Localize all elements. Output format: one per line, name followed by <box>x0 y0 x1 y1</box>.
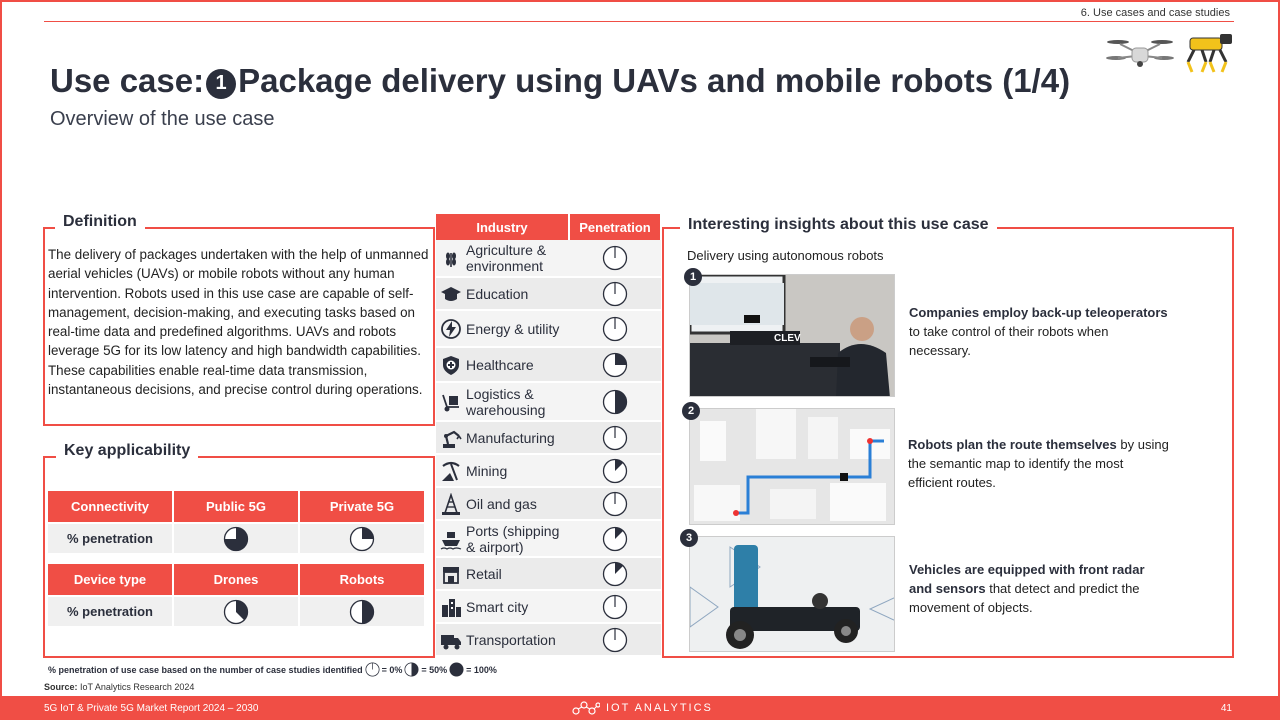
insight-rest: to take control of their robots when necessary. <box>909 324 1109 358</box>
use-case-number-badge: 1 <box>206 69 236 99</box>
industry-penetration <box>569 520 661 557</box>
source-note <box>44 682 194 692</box>
industry-row <box>436 557 661 590</box>
industry-name: Education <box>466 285 529 302</box>
industry-penetration <box>569 347 661 382</box>
insight-bold: Vehicles are equipped with front radar and sensors <box>909 562 1145 596</box>
screen-text: CLEV <box>774 333 801 344</box>
industry-cell <box>436 520 569 557</box>
legend-full: = 100% <box>466 664 497 675</box>
private-5g-penetration <box>300 522 426 553</box>
robots-header: Robots <box>300 564 426 595</box>
industry-cell <box>436 382 569 421</box>
industry-penetration-table <box>436 214 662 657</box>
device-type-header: Device type <box>48 564 174 595</box>
industry-header: Industry <box>436 214 569 240</box>
harvey-ball <box>602 389 628 415</box>
harvey-ball <box>602 352 628 378</box>
report-name: 5G IoT & Private 5G Market Report 2024 – 2030 <box>44 703 259 714</box>
industry-penetration <box>569 590 661 623</box>
industry-row <box>436 590 661 623</box>
industry-name: Transportation <box>466 631 556 648</box>
industry-name: Smart city <box>466 598 529 615</box>
industry-penetration <box>569 240 661 277</box>
drones-header: Drones <box>174 564 300 595</box>
device-type-table <box>48 564 426 626</box>
insight-number-badge: 1 <box>684 268 702 286</box>
insight-text <box>908 435 1170 492</box>
insight-number-badge: 3 <box>680 529 698 547</box>
definition-text: The delivery of packages undertaken with the help of unmanned aerial vehicles (UAVs) or mobile robots without any human intervention. Robots used in this use case are capable of self-management, decision-making, and executing tasks based on real-time data and predefined algorithms. UAVs and robots leverage 5G for its low latency and high bandwidth capabilities. These capabilities enable real-time data transmission, instantaneous decisions, and precise control during operations. <box>48 247 429 398</box>
harvey-ball <box>602 526 628 552</box>
harvey-ball <box>349 526 375 552</box>
harvey-ball <box>223 599 249 625</box>
brand-name: IOT ANALYTICS <box>606 702 713 714</box>
industry-penetration <box>569 277 661 310</box>
insight-bold: Companies employ back-up teleoperators <box>909 305 1168 320</box>
industry-penetration <box>569 623 661 656</box>
industry-row <box>436 520 661 557</box>
industry-cell <box>436 421 569 454</box>
semantic-map-illustration <box>690 409 895 525</box>
drone-icon <box>1106 34 1174 74</box>
connectivity-table <box>48 491 426 553</box>
industry-penetration <box>569 421 661 454</box>
teleoperator-photo <box>689 274 895 397</box>
industry-row <box>436 277 661 310</box>
public-5g-header: Public 5G <box>174 491 300 522</box>
device-penetration-label: % penetration <box>48 595 174 626</box>
brand-network-icon <box>572 701 600 715</box>
header-rule <box>44 21 1234 22</box>
oil-rig-icon <box>440 493 462 515</box>
industry-name: Ports (shipping & airport) <box>466 522 560 555</box>
industry-name: Retail <box>466 565 502 582</box>
industry-penetration <box>569 454 661 487</box>
public-5g-penetration <box>174 522 300 553</box>
insight-rest: by using the semantic map to identify the most efficient routes. <box>908 437 1169 490</box>
ship-icon <box>440 528 462 550</box>
industry-cell <box>436 454 569 487</box>
connectivity-penetration-label: % penetration <box>48 522 174 553</box>
section-label: 6. Use cases and case studies <box>1080 7 1230 19</box>
industry-name: Mining <box>466 462 508 479</box>
industry-cell <box>436 487 569 520</box>
harvey-ball <box>404 662 419 677</box>
private-5g-header: Private 5G <box>300 491 426 522</box>
wheat-icon <box>440 247 462 269</box>
vehicle-sensors-illustration <box>690 537 895 652</box>
harvey-ball <box>349 599 375 625</box>
harvey-ball <box>602 425 628 451</box>
key-applicability-heading: Key applicability <box>56 442 198 460</box>
graduation-cap-icon <box>440 283 462 305</box>
harvey-ball <box>602 627 628 653</box>
industry-cell <box>436 240 569 277</box>
insight-rest: that detect and predict the movement of objects. <box>909 581 1140 615</box>
harvey-ball <box>602 316 628 342</box>
connectivity-header: Connectivity <box>48 491 174 522</box>
robot-arm-icon <box>440 427 462 449</box>
industry-penetration <box>569 557 661 590</box>
industry-penetration <box>569 382 661 421</box>
industry-row <box>436 382 661 421</box>
harvey-ball <box>602 491 628 517</box>
page-title <box>50 62 1070 100</box>
harvey-ball <box>602 281 628 307</box>
industry-cell <box>436 623 569 656</box>
definition-heading: Definition <box>55 213 145 231</box>
industry-row <box>436 310 661 347</box>
industry-cell <box>436 277 569 310</box>
footer-bar <box>0 696 1280 720</box>
drones-penetration <box>174 595 300 626</box>
harvey-ball <box>602 245 628 271</box>
brand-logo <box>572 701 713 715</box>
industry-name: Manufacturing <box>466 429 555 446</box>
industry-name: Logistics & warehousing <box>466 385 546 418</box>
truck-icon <box>440 629 462 651</box>
title-prefix: Use case: <box>50 62 205 99</box>
industry-row <box>436 454 661 487</box>
insight-bold: Robots plan the route themselves <box>908 437 1117 452</box>
store-icon <box>440 563 462 585</box>
lightning-icon <box>440 318 462 340</box>
key-applicability-panel <box>43 456 435 658</box>
insight-text <box>909 303 1169 360</box>
industry-name: Healthcare <box>466 356 534 373</box>
insights-subheading: Delivery using autonomous robots <box>687 248 884 263</box>
robot-dog-icon <box>1180 28 1236 74</box>
title-main: Package delivery using UAVs and mobile robots (1/4) <box>238 62 1071 99</box>
industry-cell <box>436 310 569 347</box>
harvey-ball <box>223 526 249 552</box>
harvey-ball <box>602 458 628 484</box>
industry-row <box>436 421 661 454</box>
legend-zero: = 0% <box>381 664 403 675</box>
vehicle-sensors-photo <box>689 536 895 652</box>
insight-text <box>909 560 1159 617</box>
industry-penetration <box>569 310 661 347</box>
harvey-ball <box>602 594 628 620</box>
semantic-map-photo <box>689 408 895 525</box>
hand-truck-icon <box>440 391 462 413</box>
industry-name: Oil and gas <box>466 495 537 512</box>
industry-row <box>436 347 661 382</box>
industry-cell <box>436 590 569 623</box>
penetration-legend <box>48 662 497 677</box>
page-subtitle: Overview of the use case <box>50 108 275 130</box>
source-text: IoT Analytics Research 2024 <box>77 682 195 692</box>
industry-row <box>436 487 661 520</box>
pickaxe-icon <box>440 460 462 482</box>
industry-row <box>436 240 661 277</box>
robots-penetration <box>300 595 426 626</box>
insight-number-badge: 2 <box>682 402 700 420</box>
industry-cell <box>436 347 569 382</box>
penetration-header: Penetration <box>569 214 661 240</box>
industry-rows <box>436 240 661 656</box>
industry-penetration <box>569 487 661 520</box>
insights-heading: Interesting insights about this use case <box>680 216 997 234</box>
harvey-ball <box>365 662 380 677</box>
industry-row <box>436 623 661 656</box>
source-label: Source: <box>44 682 78 692</box>
industry-cell <box>436 557 569 590</box>
legend-half: = 50% <box>421 664 448 675</box>
legend-text: % penetration of use case based on the number of case studies identified <box>48 664 363 675</box>
page-number: 41 <box>1220 703 1232 714</box>
industry-name: Energy & utility <box>466 320 560 337</box>
harvey-ball <box>449 662 464 677</box>
medical-shield-icon <box>440 354 462 376</box>
industry-name: Agriculture & environment <box>466 242 547 274</box>
city-icon <box>440 596 462 618</box>
harvey-ball <box>602 561 628 587</box>
